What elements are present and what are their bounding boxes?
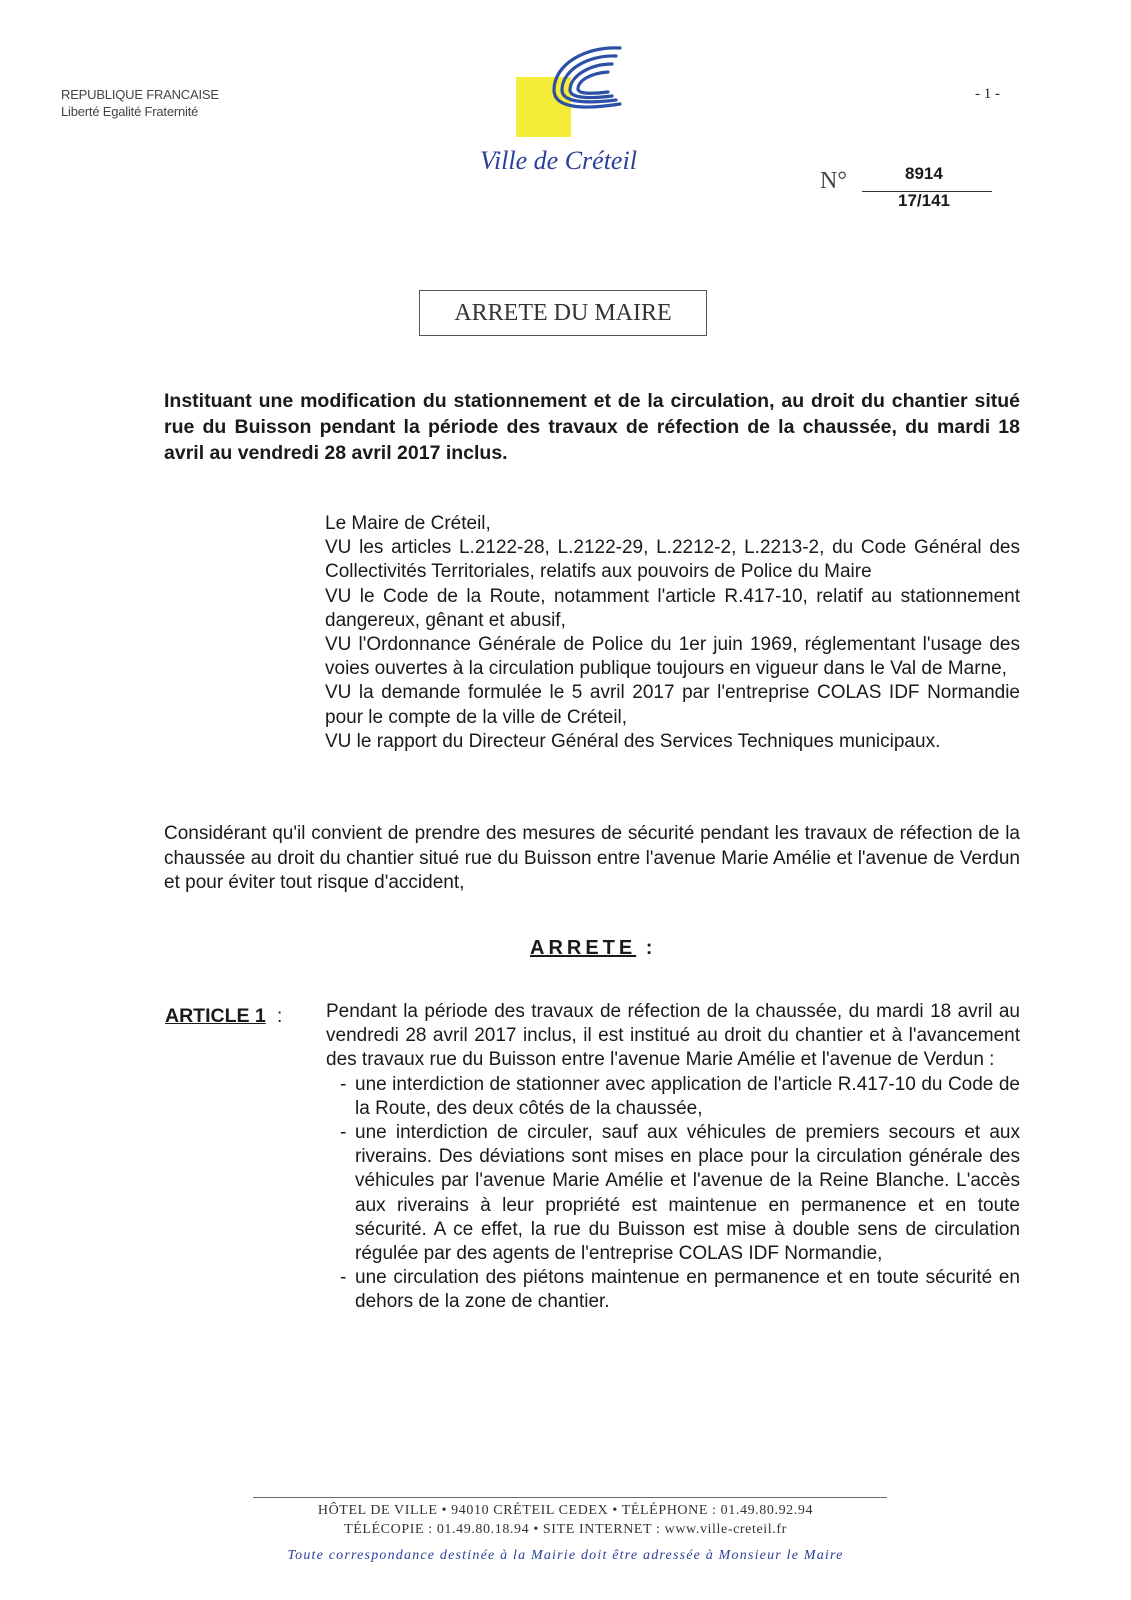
creteil-logo [516, 44, 636, 144]
article-1-colon: : [277, 1006, 283, 1027]
footer-address: HÔTEL DE VILLE • 94010 CRÉTEIL CEDEX • TÉLÉPHONE : 01.49.80.92.94 [317, 1503, 814, 1518]
visa-line: VU les articles L.2122-28, L.2122-29, L.2212-2, L.2213-2, du Code Général des Collectivités Territoriales, relatifs aux pouvoirs de Police du Maire [325, 537, 1020, 583]
list-item: - une interdiction de circuler, sauf aux véhicules de premiers secours et aux riverains. Des déviations sont mises en place pour la circulation générale des véhicules par l'avenue Marie Amélie et l'avenue de la Reine Blanche. L'accès aux riverains à leur propriété est maintenue en permanence et en toute sécurité. A ce effet, la rue du Buisson est mise à double sens de circulation régulée par des agents de l'entreprise COLAS IDF Normandie, [326, 1121, 1020, 1266]
objet-paragraph: Instituant une modification du stationnement et de la circulation, au droit du chantier situé rue du Buisson pendant la période des travaux de réfection de la chaussée, du mardi 18 avril au vendredi 28 avril 2017 inclus. [164, 390, 1020, 464]
visa-line: VU le rapport du Directeur Général des Services Techniques municipaux. [325, 730, 941, 752]
numero-label: N° [820, 168, 847, 194]
list-item: - une circulation des piétons maintenue en permanence et en toute sécurité en dehors de la zone de chantier. [326, 1266, 1020, 1314]
article-1-label [165, 1005, 266, 1028]
footer-notice: Toute correspondance destinée à la Mairie doit être adressée à Monsieur le Maire [287, 1548, 844, 1563]
arrete-heading-text: ARRETE [530, 937, 637, 959]
visa-line: VU la demande formulée le 5 avril 2017 par l'entreprise COLAS IDF Normandie pour le compte de la ville de Créteil, [325, 682, 1020, 728]
ville-de-creteil-title: Ville de Créteil [480, 146, 637, 175]
footer-divider [253, 1497, 887, 1498]
footer-contact: TÉLÉCOPIE : 01.49.80.18.94 • SITE INTERNET : www.ville-creteil.fr [344, 1522, 787, 1537]
creteil-logo-icon [516, 44, 636, 144]
republique-header [61, 86, 219, 120]
numero-value-2: 17/141 [898, 191, 950, 210]
visas-block [325, 512, 1020, 754]
page-number: - 1 - [975, 86, 1000, 102]
article-1-label-text: ARTICLE 1 [165, 1005, 266, 1027]
republique-line1: REPUBLIQUE FRANCAISE [61, 87, 219, 102]
republique-line2: Liberté Egalité Fraternité [61, 104, 199, 119]
arrete-heading [530, 937, 656, 960]
visa-line: VU l'Ordonnance Générale de Police du 1er juin 1969, réglementant l'usage des voies ouvertes à la circulation publique toujours en vigueur dans le Val de Marne, [325, 634, 1020, 680]
numero-value-1: 8914 [905, 164, 943, 183]
article-1-list [326, 1073, 1020, 1315]
article-1-body [326, 1000, 1020, 1315]
arrete-heading-colon: : [645, 937, 657, 959]
visa-line: Le Maire de Créteil, [325, 513, 491, 534]
list-item: - une interdiction de stationner avec application de l'article R.417-10 du Code de la Route, des deux côtés de la chaussée, [326, 1073, 1020, 1121]
visa-line: VU le Code de la Route, notamment l'article R.417-10, relatif au stationnement dangereux, gênant et abusif, [325, 585, 1020, 631]
article-1-intro: Pendant la période des travaux de réfection de la chaussée, du mardi 18 avril au vendredi 28 avril 2017 inclus, il est institué au droit du chantier et à l'avancement des travaux rue du Buisson entre l'avenue Marie Amélie et l'avenue de Verdun : [326, 1001, 1020, 1071]
document-title: ARRETE DU MAIRE [419, 290, 707, 336]
considerant-paragraph: Considérant qu'il convient de prendre des mesures de sécurité pendant les travaux de réfection de la chaussée au droit du chantier situé rue du Buisson entre l'avenue Marie Amélie et l'avenue de Verdun et pour éviter tout risque d'accident, [164, 823, 1020, 893]
